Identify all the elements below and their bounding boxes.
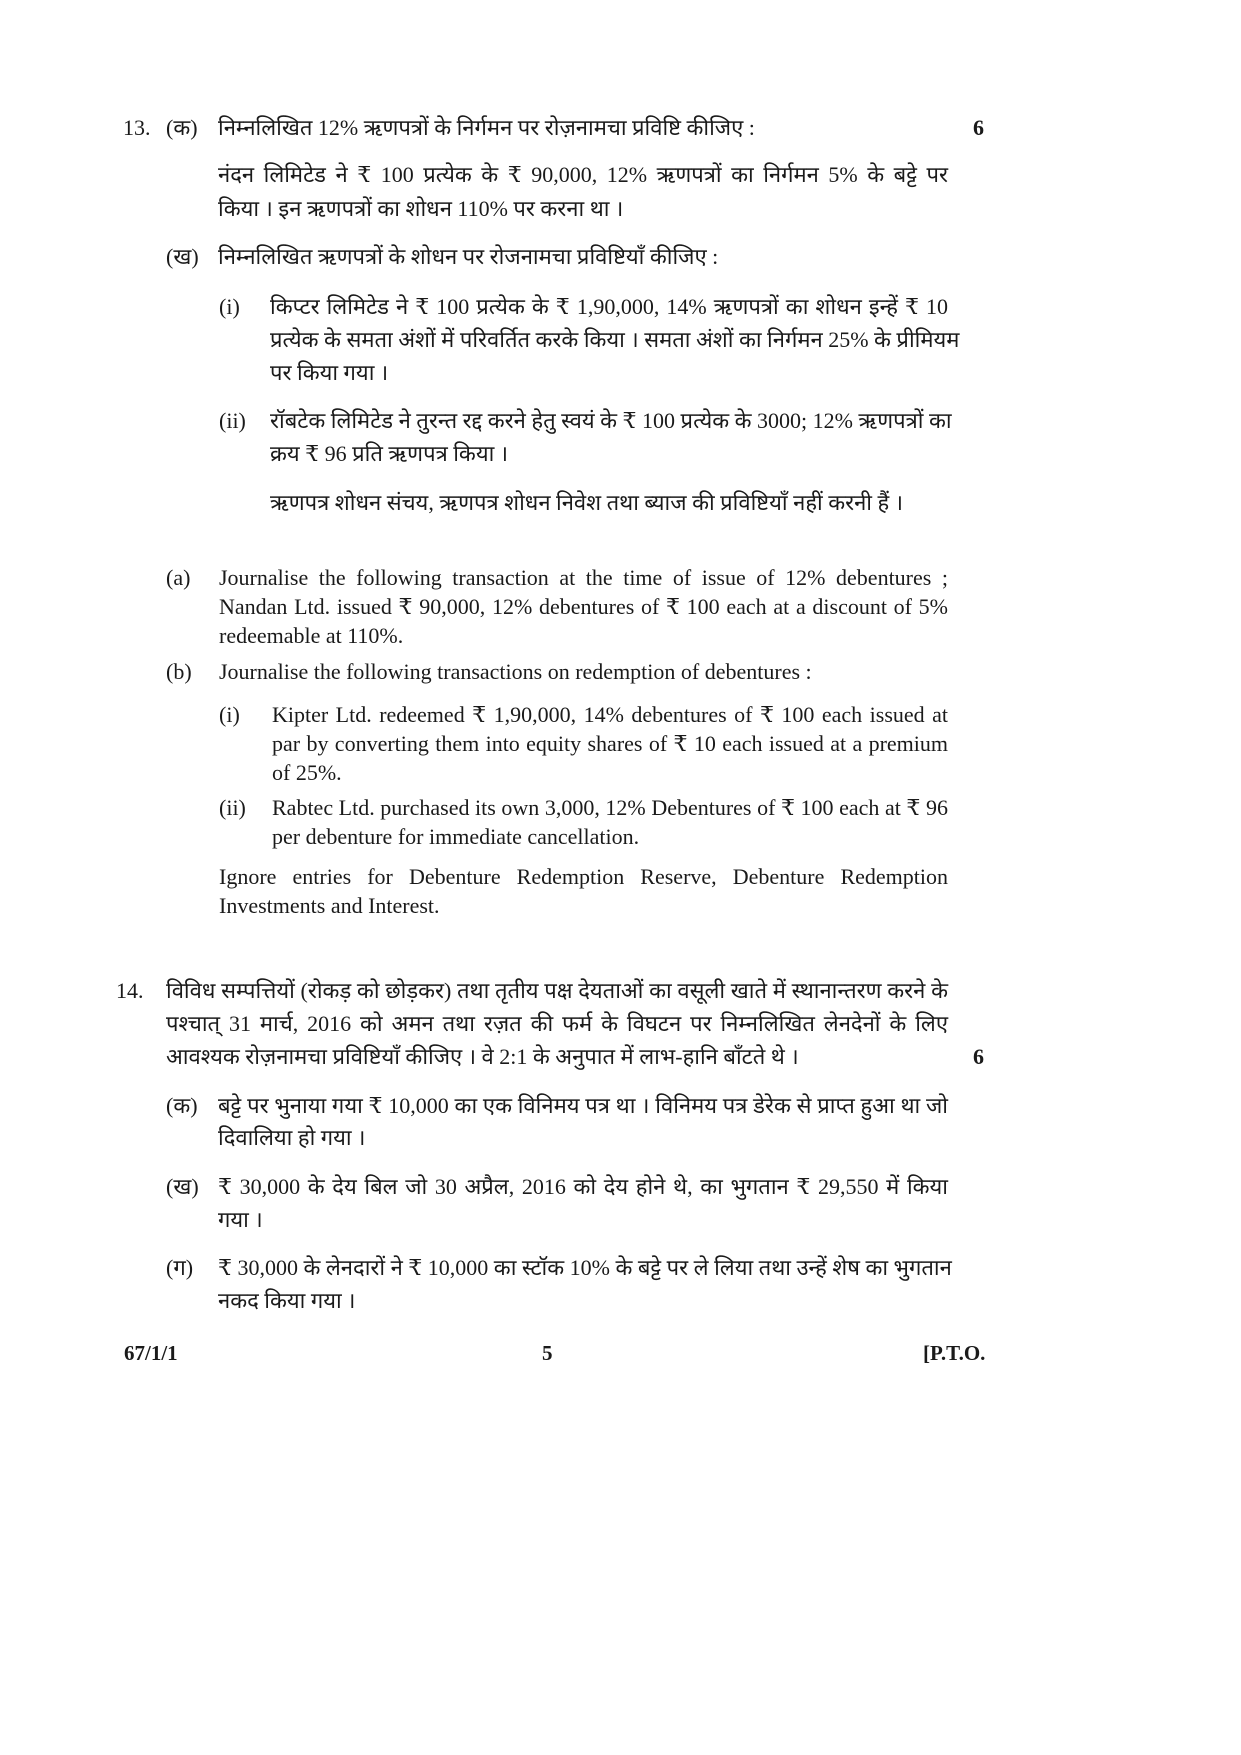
q13-en-ii-text: Rabtec Ltd. purchased its own 3,000, 12% Debentures of ₹ 100 each at ₹ 96 per debenture for immediate cancellation. [272,795,948,849]
q13-hi-i-line3: पर किया गया । [270,360,389,385]
q14-ga-line2: नकद किया गया । [218,1288,356,1313]
q14-intro-line1: विविध सम्पत्तियों (रोकड़ को छोड़कर) तथा तृतीय पक्ष देयताओं का वसूली खाते में स्थानान्तरण करने के [166,978,948,1003]
q13-marks: 6 [973,115,984,140]
q13-hi-b-title: निम्नलिखित ऋणपत्रों के शोधन पर रोजनामचा प्रविष्टियाँ कीजिए : [218,244,719,269]
q14-intro-line3: आवश्यक रोज़नामचा प्रविष्टियाँ कीजिए । वे 2:1 के अनुपात में लाभ-हानि बाँटते थे । [166,1044,799,1069]
q13-hi-note: ऋणपत्र शोधन संचय, ऋणपत्र शोधन निवेश तथा ब्याज की प्रविष्टियाँ नहीं करनी हैं । [270,490,904,515]
q14-ga-label: (ग) [166,1255,194,1280]
q13-hi-a-title: निम्नलिखित 12% ऋणपत्रों के निर्गमन पर रोज़नामचा प्रविष्टि कीजिए : [218,115,755,140]
q13-en-b-label: (b) [166,659,192,684]
q14-ka-line1: बट्टे पर भुनाया गया ₹ 10,000 का एक विनिमय पत्र था । विनिमय पत्र डेरेक से प्राप्त हुआ था जो [218,1093,948,1118]
q14-kha-label: (ख) [166,1174,199,1199]
q13-en-a-label: (a) [166,565,191,590]
q13-hi-ii-line1: रॉबटेक लिमिटेड ने तुरन्त रद्द करने हेतु स्वयं के ₹ 100 प्रत्येक के 3000; 12% ऋणपत्रों का [270,408,952,433]
q14-marks: 6 [973,1044,984,1069]
q13-en-ii-label: (ii) [219,795,246,820]
q14-kha-line2: गया । [218,1207,263,1232]
q13-hi-i-label: (i) [219,294,240,319]
q13-hi-a-body-line2: किया । इन ऋणपत्रों का शोधन 110% पर करना था । [218,196,624,221]
q13-hi-a-body-line1: नंदन लिमिटेड ने ₹ 100 प्रत्येक के ₹ 90,000, 12% ऋणपत्रों का निर्गमन 5% के बट्टे पर [218,162,948,187]
q14-ka-line2: दिवालिया हो गया । [218,1125,366,1150]
q14-number: 14. [116,978,144,1003]
q13-hi-i-line1: किप्टर लिमिटेड ने ₹ 100 प्रत्येक के ₹ 1,90,000, 14% ऋणपत्रों का शोधन इन्हें ₹ 10 [270,294,948,319]
pto-marker: [P.T.O. [923,1341,986,1365]
q13-en-i-text: Kipter Ltd. redeemed ₹ 1,90,000, 14% debentures of ₹ 100 each issued at par by converting them into equity shares of ₹ 10 each issued at a premium of 25%. [272,702,948,785]
q14-ka-label: (क) [166,1093,198,1118]
q14-intro-line2: पश्चात् 31 मार्च, 2016 को अमन तथा रज़त की फर्म के विघटन पर निम्नलिखित लेनदेनों के लिए [166,1011,948,1036]
q13-hi-ii-line2: क्रय ₹ 96 प्रति ऋणपत्र किया । [270,441,509,466]
q14-kha-line1: ₹ 30,000 के देय बिल जो 30 अप्रैल, 2016 को देय होने थे, का भुगतान ₹ 29,550 में किया [218,1174,948,1199]
q13-hi-ii-label: (ii) [219,408,246,433]
q13-en-note: Ignore entries for Debenture Redemption Reserve, Debenture Redemption Investments and Interest. [219,864,948,918]
q13-en-i-label: (i) [219,702,240,727]
q13-en-b-title: Journalise the following transactions on redemption of debentures : [219,659,812,684]
q13-hi-i-line2: प्रत्येक के समता अंशों में परिवर्तित करके किया । समता अंशों का निर्गमन 25% के प्रीमियम [270,327,960,352]
q13-hi-b-label: (ख) [166,244,199,269]
q13-number: 13. [123,115,151,140]
page-number: 5 [542,1341,553,1365]
q14-ga-line1: ₹ 30,000 के लेनदारों ने ₹ 10,000 का स्टॉक 10% के बट्टे पर ले लिया तथा उन्हें शेष का भुगतान [218,1255,952,1280]
paper-code: 67/1/1 [124,1341,178,1365]
q13-hi-a-label: (क) [166,115,198,140]
q13-en-a-text: Journalise the following transaction at the time of issue of 12% debentures ; Nandan Ltd. issued ₹ 90,000, 12% debentures of ₹ 100 each at a discount of 5% redeemable at 110%. [219,565,948,648]
